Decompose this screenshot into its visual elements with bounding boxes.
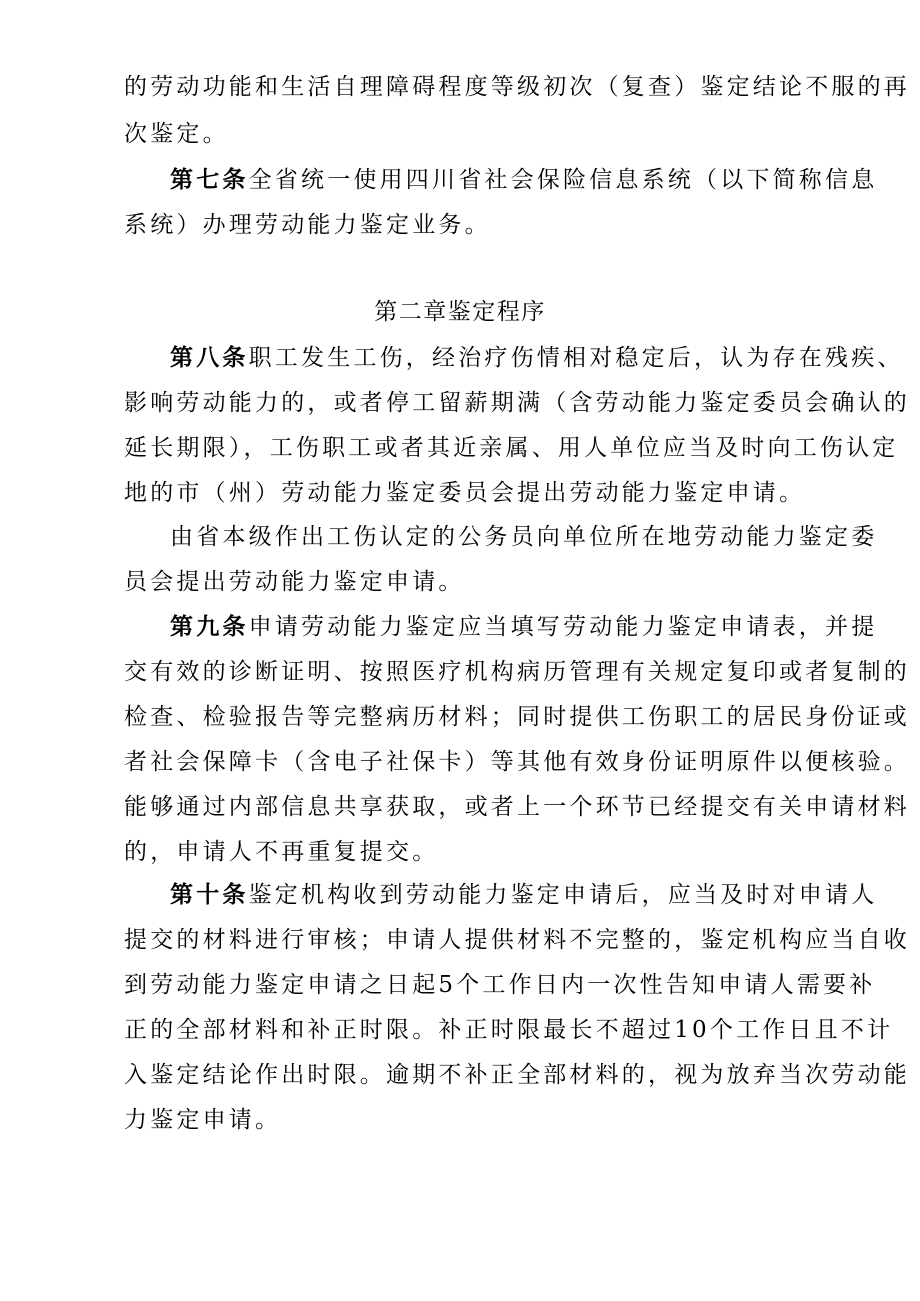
- article-8-label: 第八条: [170, 344, 249, 371]
- continuation-line-2: 次鉴定。: [124, 121, 229, 147]
- article-10-line-3: 到劳动能力鉴定申请之日起5个工作日内一次性告知申请人需要补: [124, 972, 876, 998]
- article-9-line-2: 交有效的诊断证明、按照医疗机构病历管理有关规定复印或者复制的: [124, 659, 910, 685]
- article-9-label: 第九条: [170, 613, 249, 640]
- article-7-text-1: 全省统一使用四川省社会保险信息系统（以下简称信息: [248, 167, 878, 193]
- article-7-line-2: 系统）办理劳动能力鉴定业务。: [124, 212, 491, 238]
- province-paragraph-line-2: 员会提出劳动能力鉴定申请。: [124, 569, 465, 595]
- article-10-line-5: 入鉴定结论作出时限。逾期不补正全部材料的，视为放弃当次劳动能: [124, 1062, 910, 1088]
- article-9-line-3: 检查、检验报告等完整病历材料；同时提供工伤职工的居民身份证或: [124, 704, 910, 730]
- article-9-line-4: 者社会保障卡（含电子社保卡）等其他有效身份证明原件以便核验。: [124, 749, 910, 775]
- article-10-label: 第十条: [170, 881, 249, 908]
- article-8-line-4: 地的市（州）劳动能力鉴定委员会提出劳动能力鉴定申请。: [124, 480, 806, 506]
- article-8-line-3: 延长期限），工伤职工或者其近亲属、用人单位应当及时向工伤认定: [124, 435, 899, 461]
- article-8-line-1: [170, 343, 904, 373]
- chapter-heading: 第二章鉴定程序: [374, 299, 546, 325]
- article-8-line-2: 影响劳动能力的，或者停工留薪期满（含劳动能力鉴定委员会确认的: [124, 390, 910, 416]
- article-9-line-5: 能够通过内部信息共享获取，或者上一个环节已经提交有关申请材料: [124, 794, 910, 820]
- article-10-line-6: 力鉴定申请。: [124, 1107, 282, 1133]
- continuation-line-1: 的劳动功能和生活自理障碍程度等级初次（复查）鉴定结论不服的再: [124, 74, 910, 100]
- article-10-line-1: [170, 880, 878, 910]
- province-paragraph-line-1: 由省本级作出工伤认定的公务员向单位所在地劳动能力鉴定委: [170, 524, 878, 550]
- article-9-line-6: 的，申请人不再重复提交。: [124, 839, 439, 865]
- article-10-text-1: 鉴定机构收到劳动能力鉴定申请后，应当及时对申请人: [248, 882, 878, 908]
- article-7-line-1: [170, 165, 878, 195]
- article-9-line-1: [170, 612, 878, 642]
- article-7-label: 第七条: [170, 166, 249, 193]
- article-10-line-2: 提交的材料进行审核；申请人提供材料不完整的，鉴定机构应当自收: [124, 927, 910, 953]
- article-10-line-4: 正的全部材料和补正时限。补正时限最长不超过10个工作日且不计: [124, 1017, 894, 1043]
- article-9-text-1: 申请劳动能力鉴定应当填写劳动能力鉴定申请表，并提: [248, 614, 878, 640]
- article-8-text-1: 职工发生工伤，经治疗伤情相对稳定后，认为存在残疾、: [248, 345, 904, 371]
